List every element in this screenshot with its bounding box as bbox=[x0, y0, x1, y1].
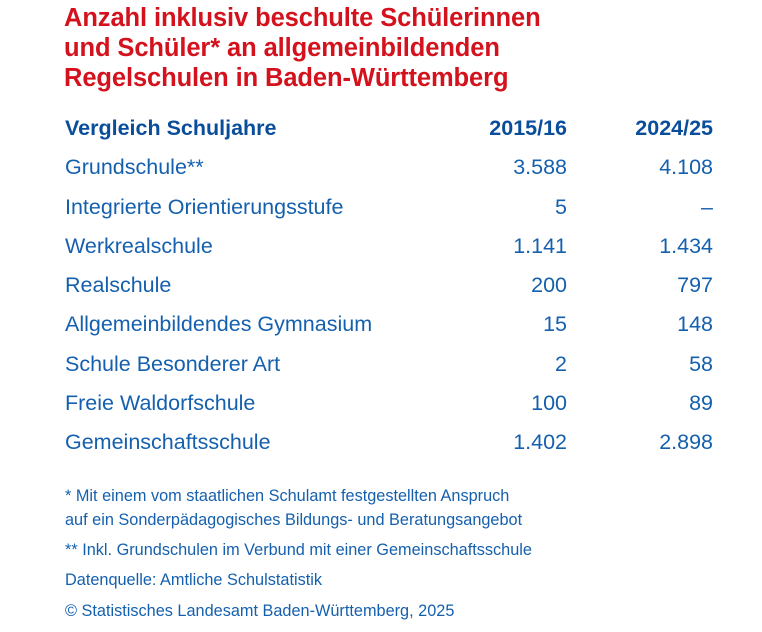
row-label: Allgemeinbildendes Gymnasium bbox=[65, 312, 373, 337]
value-2015-16: 200 bbox=[531, 273, 567, 298]
value-2015-16: 1.141 bbox=[513, 233, 567, 258]
table-row bbox=[65, 424, 715, 463]
title-line-2: und Schüler* an allgemeinbildenden bbox=[64, 34, 500, 62]
value-2024-25: 1.434 bbox=[659, 233, 713, 258]
header-col-2024-25: 2024/25 bbox=[635, 116, 713, 140]
value-2024-25: 2.898 bbox=[659, 430, 713, 455]
title-line-3: Regelschulen in Baden-Württemberg bbox=[64, 64, 509, 92]
copyright: © Statistisches Landesamt Baden-Württemberg, 2025 bbox=[65, 602, 455, 620]
value-2015-16: 15 bbox=[543, 312, 567, 337]
footnote-2: ** Inkl. Grundschulen im Verbund mit einer Gemeinschaftsschule bbox=[65, 541, 532, 559]
table-row bbox=[65, 385, 715, 424]
value-2024-25: 58 bbox=[689, 351, 713, 376]
table-row bbox=[65, 346, 715, 385]
row-label: Realschule bbox=[65, 273, 172, 298]
row-label: Freie Waldorfschule bbox=[65, 391, 256, 416]
header-label: Vergleich Schuljahre bbox=[65, 116, 277, 140]
value-2015-16: 3.588 bbox=[513, 155, 567, 180]
chart-title bbox=[64, 3, 684, 93]
row-label: Schule Besonderer Art bbox=[65, 351, 281, 376]
value-2024-25: 4.108 bbox=[659, 155, 713, 180]
value-2015-16: 100 bbox=[531, 391, 567, 416]
footnotes bbox=[65, 484, 532, 623]
value-2024-25: – bbox=[701, 194, 713, 219]
value-2024-25: 797 bbox=[677, 273, 713, 298]
value-2015-16: 1.402 bbox=[513, 430, 567, 455]
row-label: Gemeinschaftsschule bbox=[65, 430, 271, 455]
title-line-1: Anzahl inklusiv beschulte Schülerinnen bbox=[64, 4, 541, 32]
row-label: Grundschule** bbox=[65, 155, 204, 180]
table-row bbox=[65, 189, 715, 228]
row-label: Integrierte Orientierungsstufe bbox=[65, 194, 344, 219]
table-row bbox=[65, 228, 715, 267]
value-2024-25: 148 bbox=[677, 312, 713, 337]
data-source: Datenquelle: Amtliche Schulstatistik bbox=[65, 571, 323, 589]
value-2015-16: 2 bbox=[555, 351, 567, 376]
footnote-1-line-2: auf ein Sonderpädagogisches Bildungs- und Beratungsangebot bbox=[65, 511, 523, 529]
header-col-2015-16: 2015/16 bbox=[489, 116, 567, 140]
value-2015-16: 5 bbox=[555, 194, 567, 219]
table-row bbox=[65, 267, 715, 306]
table-header-row bbox=[65, 110, 715, 149]
table-row bbox=[65, 149, 715, 188]
table-row bbox=[65, 306, 715, 345]
row-label: Werkrealschule bbox=[65, 233, 213, 258]
footnote-1-line-1: * Mit einem vom staatlichen Schulamt festgestellten Anspruch bbox=[65, 487, 510, 505]
data-table bbox=[65, 110, 715, 464]
value-2024-25: 89 bbox=[689, 391, 713, 416]
